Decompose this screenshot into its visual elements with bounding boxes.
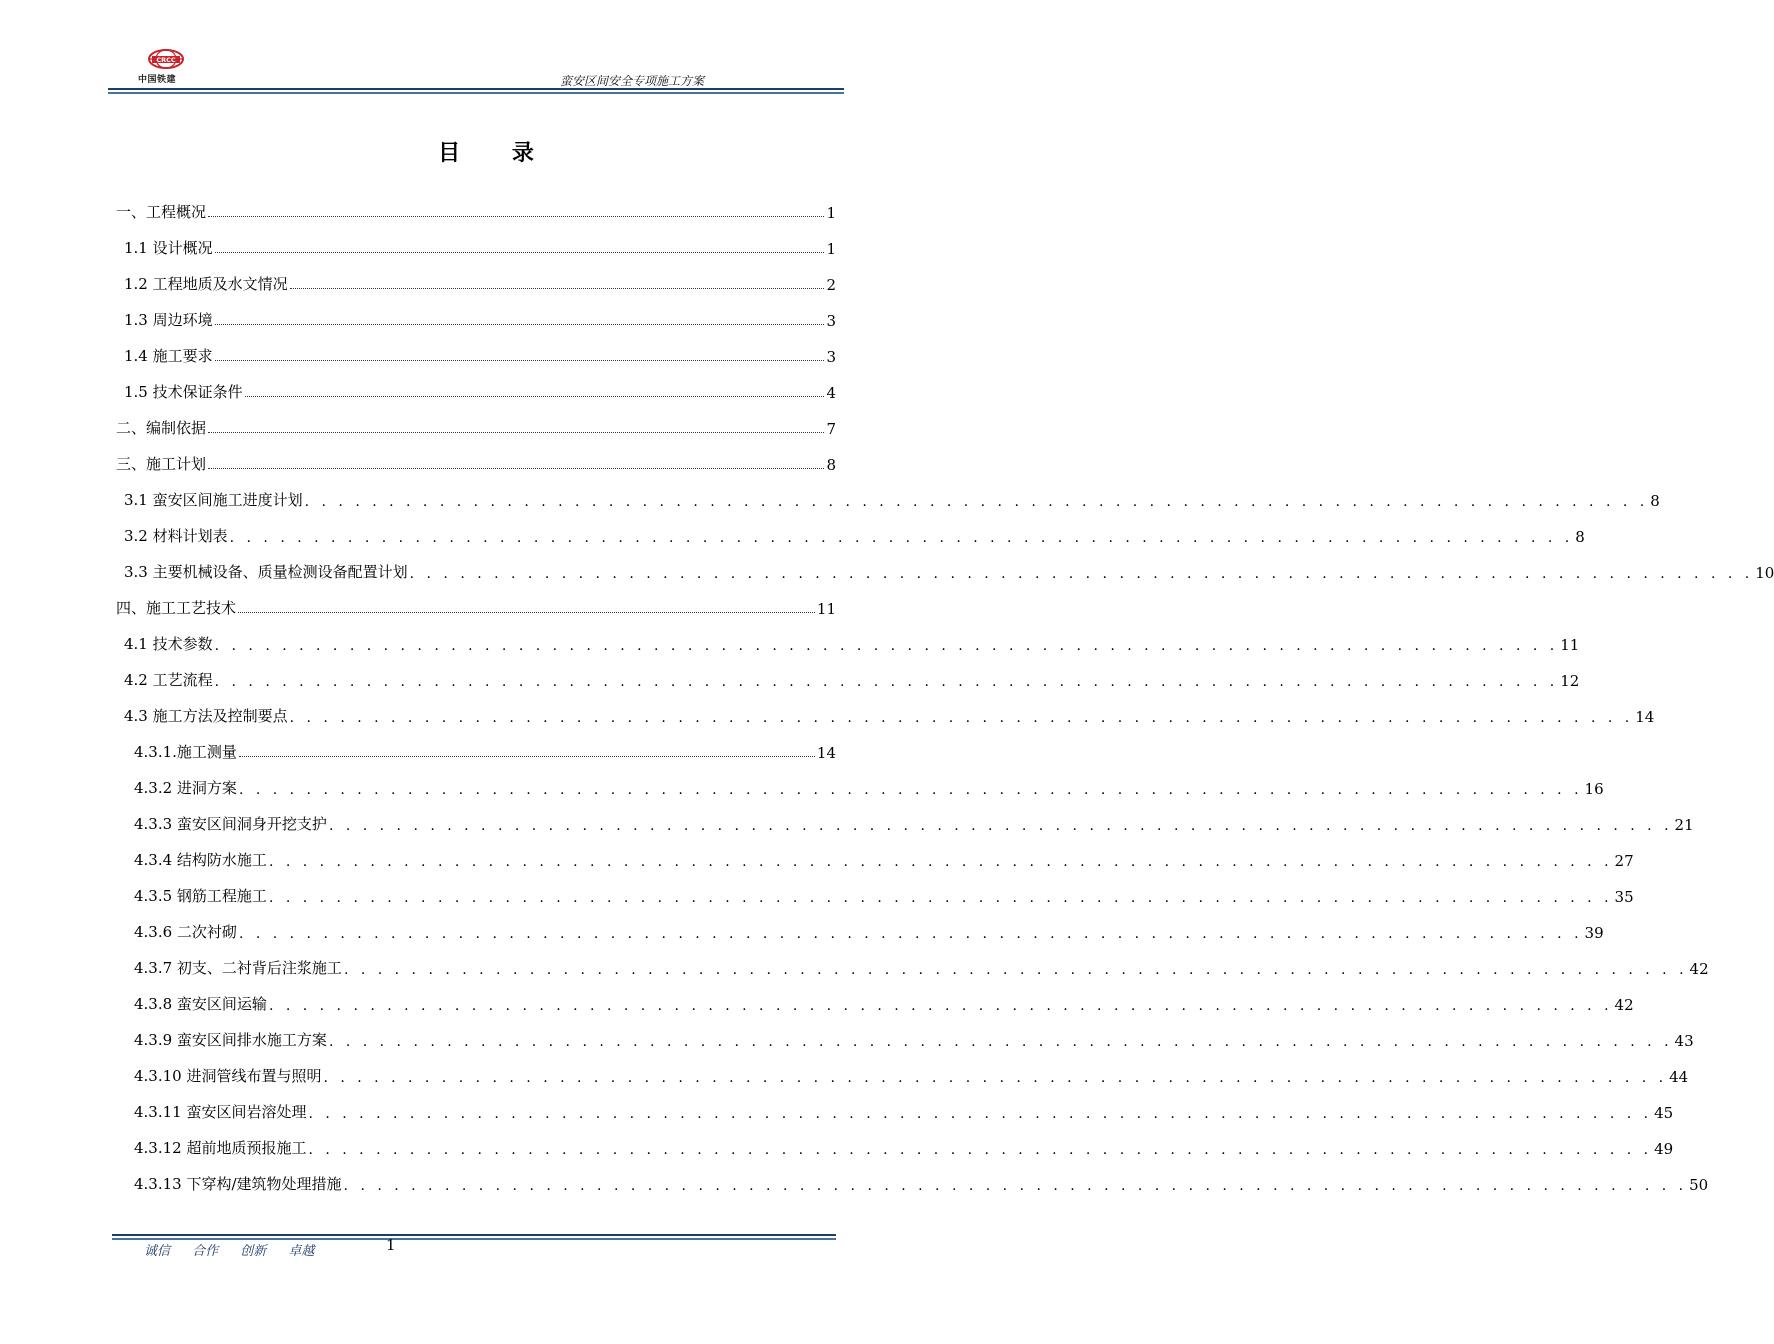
toc-entry-label: 1.1 设计概况 xyxy=(124,239,213,257)
toc-entry[interactable] xyxy=(116,294,836,330)
toc-entry-label: 4.3.1.施工测量 xyxy=(134,743,237,761)
toc-entry[interactable] xyxy=(116,1122,1674,1158)
toc-entry-page: 4 xyxy=(826,384,836,402)
toc-dot-leader: . . . . . . . . . . . . . . . . . . . . . . . . . . . . . . . . . . . . . . . . . . . . . . . . . . . . . . . . . . . . . . . . . . . . . . . . . . . . . . . . xyxy=(308,1142,1653,1158)
logo-text: 中国铁建 xyxy=(138,75,177,85)
toc-entry[interactable] xyxy=(116,654,1580,690)
toc-dot-leader: . . . . . . . . . . . . . . . . . . . . . . . . . . . . . . . . . . . . . . . . . . . . . . . . . . . . . . . . . . . . . . . . . . . . . . . . . . . . . . . . xyxy=(328,1034,1673,1050)
toc-entry-page: 50 xyxy=(1689,1176,1709,1194)
toc-dot-leader: . . . . . . . . . . . . . . . . . . . . . . . . . . . . . . . . . . . . . . . . . . . . . . . . . . . . . . . . . . . . . . . . . . . . . . . . . . . . . . . . xyxy=(343,1178,1688,1194)
toc-entry-page: 7 xyxy=(826,420,836,438)
toc-entry[interactable] xyxy=(116,402,836,438)
crcc-logo-icon xyxy=(146,48,186,72)
document-title: 蛮安区间安全专项施工方案 xyxy=(559,74,704,88)
toc-entry-label: 4.3.13 下穿构/建筑物处理措施 xyxy=(134,1175,342,1193)
toc-dot-leader xyxy=(215,359,825,361)
toc-dot-leader xyxy=(215,323,825,325)
toc-entry[interactable] xyxy=(116,618,1580,654)
toc-entry-page: 1 xyxy=(826,240,836,258)
toc-entry-page: 45 xyxy=(1654,1104,1674,1122)
toc-entry-page: 11 xyxy=(1560,636,1580,654)
toc-entry-page: 21 xyxy=(1674,816,1694,834)
toc-entry-page: 27 xyxy=(1614,852,1634,870)
toc-dot-leader: . . . . . . . . . . . . . . . . . . . . . . . . . . . . . . . . . . . . . . . . . . . . . . . . . . . . . . . . . . . . . . . . . . . . . . . . . . . . . . . . xyxy=(323,1070,1668,1086)
toc-entry-page: 43 xyxy=(1674,1032,1694,1050)
toc-dot-leader: . . . . . . . . . . . . . . . . . . . . . . . . . . . . . . . . . . . . . . . . . . . . . . . . . . . . . . . . . . . . . . . . . . . . . . . . . . . . . . . . xyxy=(308,1106,1653,1122)
toc-entry-page: 12 xyxy=(1560,672,1580,690)
toc-entry[interactable] xyxy=(116,978,1634,1014)
toc-dot-leader: . . . . . . . . . . . . . . . . . . . . . . . . . . . . . . . . . . . . . . . . . . . . . . . . . . . . . . . . . . . . . . . . . . . . . . . . . . . . . . . . xyxy=(268,854,1613,870)
toc-entry-label: 二、编制依据 xyxy=(116,419,207,437)
toc-entry-label: 4.3.4 结构防水施工 xyxy=(134,851,267,869)
toc-entry-label: 4.3 施工方法及控制要点 xyxy=(124,707,288,725)
toc-entry[interactable] xyxy=(116,690,1655,726)
toc-entry-label: 4.3.10 进洞管线布置与照明 xyxy=(134,1067,322,1085)
toc-entry-page: 16 xyxy=(1584,780,1604,798)
toc-entry-label: 1.4 施工要求 xyxy=(124,347,213,365)
toc-entry-page: 11 xyxy=(816,600,836,618)
toc-entry-label: 四、施工工艺技术 xyxy=(116,599,237,617)
toc-entry[interactable] xyxy=(116,1086,1674,1122)
toc-dot-leader: . . . . . . . . . . . . . . . . . . . . . . . . . . . . . . . . . . . . . . . . . . . . . . . . . . . . . . . . . . . . . . . . . . . . . . . . . . . . . . . . xyxy=(343,962,1688,978)
toc-dot-leader: . . . . . . . . . . . . . . . . . . . . . . . . . . . . . . . . . . . . . . . . . . . . . . . . . . . . . . . . . . . . . . . . . . . . . . . . . . . . . . . . xyxy=(268,998,1613,1014)
toc-entry-label: 4.3.2 进洞方案 xyxy=(134,779,237,797)
toc-entry[interactable] xyxy=(116,834,1634,870)
toc-entry[interactable] xyxy=(116,258,836,294)
toc-entry[interactable] xyxy=(116,510,1585,546)
toc-dot-leader xyxy=(208,431,824,433)
toc-entry-label: 4.3.8 蛮安区间运输 xyxy=(134,995,267,1013)
toc-entry-label: 3.1 蛮安区间施工进度计划 xyxy=(124,491,303,509)
toc-entry-label: 三、施工计划 xyxy=(116,455,207,473)
toc-entry-page: 8 xyxy=(1575,528,1585,546)
toc-entry-page: 3 xyxy=(826,348,836,366)
table-of-contents xyxy=(116,186,1774,1194)
toc-entry[interactable] xyxy=(116,906,1604,942)
toc-entry[interactable] xyxy=(116,870,1634,906)
toc-entry[interactable] xyxy=(116,582,836,618)
toc-entry-label: 4.3.3 蛮安区间洞身开挖支护 xyxy=(134,815,327,833)
toc-entry-page: 2 xyxy=(826,276,836,294)
toc-entry[interactable] xyxy=(116,330,836,366)
toc-entry[interactable] xyxy=(116,1014,1694,1050)
toc-entry-label: 3.2 材料计划表 xyxy=(124,527,228,545)
footer-motto: 诚信 合作 创新 卓越 xyxy=(144,1244,315,1259)
page-number: 1 xyxy=(386,1236,396,1254)
toc-entry-page: 49 xyxy=(1654,1140,1674,1158)
toc-entry-label: 1.3 周边环境 xyxy=(124,311,213,329)
toc-dot-leader: . . . . . . . . . . . . . . . . . . . . . . . . . . . . . . . . . . . . . . . . . . . . . . . . . . . . . . . . . . . . . . . . . . . . . . . . . . . . . . . . xyxy=(289,710,1634,726)
toc-entry[interactable] xyxy=(116,546,1774,582)
toc-entry[interactable] xyxy=(116,438,836,474)
toc-entry-page: 1 xyxy=(826,204,836,222)
toc-dot-leader: . . . . . . . . . . . . . . . . . . . . . . . . . . . . . . . . . . . . . . . . . . . . . . . . . . . . . . . . . . . . . . . . . . . . . . . . . . . . . . . . xyxy=(214,638,1559,654)
toc-entry-label: 4.3.7 初支、二衬背后注浆施工 xyxy=(134,959,342,977)
toc-dot-leader: . . . . . . . . . . . . . . . . . . . . . . . . . . . . . . . . . . . . . . . . . . . . . . . . . . . . . . . . . . . . . . . . . . . . . . . . . . . . . . . . xyxy=(268,890,1613,906)
toc-entry-page: 39 xyxy=(1584,924,1604,942)
toc-dot-leader xyxy=(215,251,825,253)
toc-entry-label: 4.2 工艺流程 xyxy=(124,671,213,689)
toc-entry-label: 4.3.5 钢筋工程施工 xyxy=(134,887,267,905)
toc-entry-page: 35 xyxy=(1614,888,1634,906)
toc-entry-label: 一、工程概况 xyxy=(116,203,207,221)
toc-entry[interactable] xyxy=(116,762,1604,798)
toc-entry-label: 4.1 技术参数 xyxy=(124,635,213,653)
toc-heading: 目 录 xyxy=(438,140,556,166)
toc-dot-leader: . . . . . . . . . . . . . . . . . . . . . . . . . . . . . . . . . . . . . . . . . . . . . . . . . . . . . . . . . . . . . . . . . . . . . . . . . . . . . . . . xyxy=(409,566,1754,582)
toc-entry[interactable] xyxy=(116,1050,1689,1086)
toc-dot-leader: . . . . . . . . . . . . . . . . . . . . . . . . . . . . . . . . . . . . . . . . . . . . . . . . . . . . . . . . . . . . . . . . . . . . . . . . . . . . . . . . xyxy=(214,674,1559,690)
toc-entry-label: 1.5 技术保证条件 xyxy=(124,383,243,401)
crcc-logo xyxy=(138,48,194,84)
toc-entry-label: 4.3.9 蛮安区间排水施工方案 xyxy=(134,1031,327,1049)
toc-entry-page: 42 xyxy=(1689,960,1709,978)
toc-entry-label: 4.3.11 蛮安区间岩溶处理 xyxy=(134,1103,307,1121)
toc-entry-page: 3 xyxy=(826,312,836,330)
page-header xyxy=(108,48,844,98)
header-rule xyxy=(108,88,844,90)
toc-dot-leader: . . . . . . . . . . . . . . . . . . . . . . . . . . . . . . . . . . . . . . . . . . . . . . . . . . . . . . . . . . . . . . . . . . . . . . . . . . . . . . . . xyxy=(304,494,1649,510)
footer-rule xyxy=(112,1234,836,1236)
toc-entry-label: 3.3 主要机械设备、质量检测设备配置计划 xyxy=(124,563,408,581)
svg-text:CRCC: CRCC xyxy=(156,56,176,64)
toc-dot-leader: . . . . . . . . . . . . . . . . . . . . . . . . . . . . . . . . . . . . . . . . . . . . . . . . . . . . . . . . . . . . . . . . . . . . . . . . . . . . . . . . xyxy=(238,782,1583,798)
toc-entry[interactable] xyxy=(116,942,1709,978)
toc-entry[interactable] xyxy=(116,222,836,258)
toc-entry-page: 8 xyxy=(826,456,836,474)
toc-dot-leader xyxy=(239,755,815,757)
toc-entry[interactable] xyxy=(116,186,836,222)
toc-entry[interactable] xyxy=(116,474,1660,510)
toc-dot-leader: . . . . . . . . . . . . . . . . . . . . . . . . . . . . . . . . . . . . . . . . . . . . . . . . . . . . . . . . . . . . . . . . . . . . . . . . . . . . . . . . xyxy=(328,818,1673,834)
toc-dot-leader xyxy=(238,611,815,613)
toc-entry-page: 8 xyxy=(1650,492,1660,510)
toc-dot-leader xyxy=(245,395,825,397)
toc-entry-label: 4.3.6 二次衬砌 xyxy=(134,923,237,941)
toc-entry-page: 14 xyxy=(1635,708,1655,726)
toc-dot-leader xyxy=(290,287,825,289)
toc-entry-page: 10 xyxy=(1755,564,1774,582)
toc-entry[interactable] xyxy=(116,1158,1709,1194)
toc-dot-leader: . . . . . . . . . . . . . . . . . . . . . . . . . . . . . . . . . . . . . . . . . . . . . . . . . . . . . . . . . . . . . . . . . . . . . . . . . . . . . . . . xyxy=(229,530,1574,546)
toc-entry-label: 1.2 工程地质及水文情况 xyxy=(124,275,288,293)
toc-entry[interactable] xyxy=(116,726,836,762)
toc-entry-label: 4.3.12 超前地质预报施工 xyxy=(134,1139,307,1157)
toc-entry-page: 14 xyxy=(816,744,836,762)
toc-dot-leader xyxy=(208,215,824,217)
toc-dot-leader xyxy=(208,467,824,469)
toc-entry-page: 42 xyxy=(1614,996,1634,1014)
toc-entry[interactable] xyxy=(116,798,1694,834)
header-rule-secondary xyxy=(108,92,844,94)
toc-entry[interactable] xyxy=(116,366,836,402)
toc-entry-page: 44 xyxy=(1669,1068,1689,1086)
toc-dot-leader: . . . . . . . . . . . . . . . . . . . . . . . . . . . . . . . . . . . . . . . . . . . . . . . . . . . . . . . . . . . . . . . . . . . . . . . . . . . . . . . . xyxy=(238,926,1583,942)
